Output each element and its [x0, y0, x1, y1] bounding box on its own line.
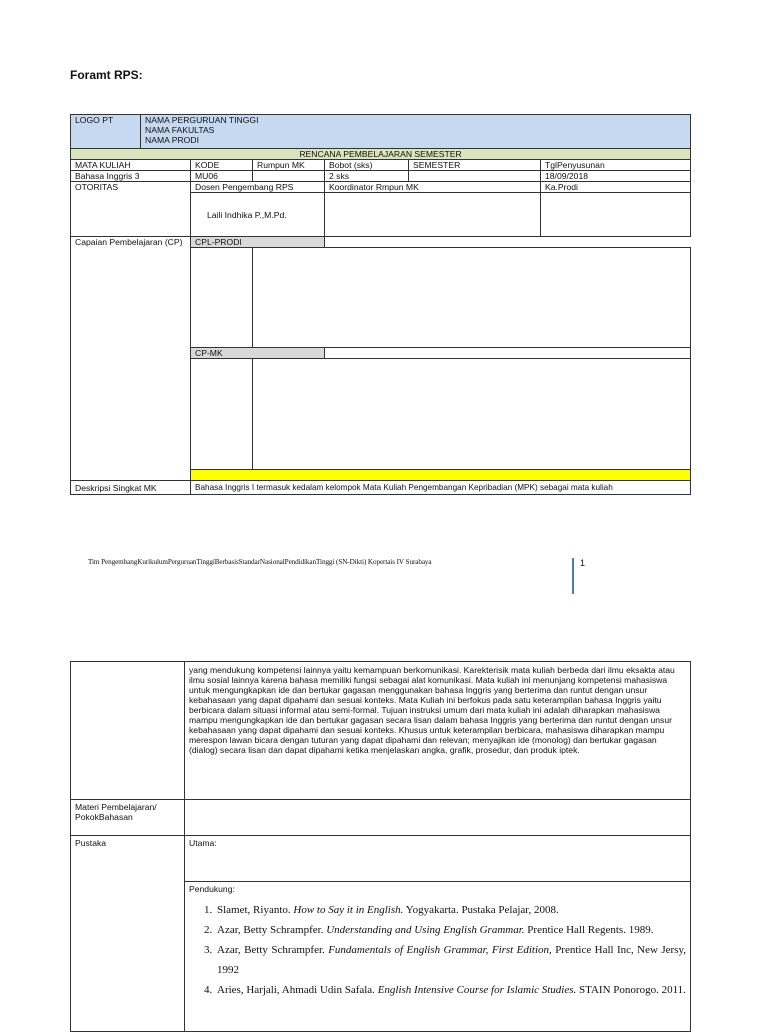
rps-table-continued — [70, 661, 691, 1032]
cpmk-code-cell — [191, 359, 253, 470]
head-label: Ka.Prodi — [541, 182, 691, 193]
cpl-code-cell — [191, 248, 253, 348]
label-tgl: TglPenyusunan — [541, 160, 691, 171]
reference-list — [189, 900, 686, 1000]
pustaka-label: Pustaka — [71, 836, 185, 1032]
plan-title: RENCANA PEMBELAJARAN SEMESTER — [71, 149, 691, 160]
institution-cell — [141, 115, 691, 149]
coord-name — [325, 193, 541, 237]
institution-name: NAMA PERGURUAN TINGGI — [145, 115, 259, 125]
reference-item: 2. Azar, Betty Schrampfer. Understanding and Using English Grammar. Prentice Hall Regents. 1989. — [215, 920, 686, 940]
authority-label: OTORITAS — [71, 182, 191, 237]
cp-label: Capaian Pembelajaran (CP) — [71, 237, 191, 481]
reference-item: 3. Azar, Betty Schrampfer. Fundamentals of English Grammar, First Edition, Prentice Hall Inc, New Jersy, 1992 — [215, 940, 686, 980]
label-rumpun: Rumpun MK — [253, 160, 325, 171]
cpl-prodi-label: CPL-PRODI — [191, 237, 325, 248]
page-number: 1 — [580, 558, 586, 568]
footer-divider — [572, 558, 574, 594]
footer-text: Tim PengembangKurikulumPerguruanTinggiBerbasisStandarNasionalPendidikanTinggi (SN-Dikti) Kopertais IV Surabaya — [88, 558, 432, 566]
cp-mk-label: CP-MK — [191, 348, 325, 359]
reference-item: 1. Slamet, Riyanto. How to Say it in English. Yogyakarta. Pustaka Pelajar, 2008. — [215, 900, 686, 920]
desc-continuation: yang mendukung kompetensi lainnya yaitu kemampuan berkomunikasi. Karekterisik mata kuliah berbeda dari ilmu eksakta atau ilmu sosial lainnya karena bahasa memiliki fungsi sebagai alat komunikasi. Mata kuliah ini menunjang kompetensi mahasiswa untuk mengungkapkan ide dan bertukar gagasan menggunakan bahasa Inggris yang berterima dan runtut dengan unsur kebahasaan yang dapat dipahami dan sesuai konteks. Mata Kuliah ini berfokus pada satu keterampilan bahasa Inggris yaitu berbicara dalam situasi informal atau semi-formal. Tujuan instruksi umum dari mata kuliah ini adalah diharapkan mahasiswa mampu mengungkapkan ide dan bertukar gagasan secara lisan dalam bahasa Inggris yang berterima dan runtut dengan unsur kebahasaan yang dapat dipahami dan sesuai konteks. Khusus untuk keterampilan berbicara, mahasiswa diharapkan mampu merespon lawan bicara dengan tuturan yang dapat dipahami dan relevan; menyajikan ide (monolog) dan bertukar gagasan (dialog) secara lisan dan dapat dipahami ketika menjelaskan angka, grafik, prosedur, dan produk iptek. — [185, 662, 691, 800]
pustaka-utama: Utama: — [185, 836, 691, 882]
course-bobot: 2 sks — [325, 171, 409, 182]
page-heading: Foramt RPS: — [70, 68, 143, 82]
label-kode: KODE — [191, 160, 253, 171]
rps-table — [70, 114, 691, 495]
reference-item: 4. Aries, Harjali, Ahmadi Udin Safala. English Intensive Course for Islamic Studies. STAIN Ponorogo. 2011. — [215, 980, 686, 1000]
logo-cell: LOGO PT — [71, 115, 141, 149]
desc-first-line: Bahasa Inggris I termasuk kedalam kelompok Mata Kuliah Pengembangan Kepribadian (MPK) sebagai mata kuliah — [191, 481, 691, 495]
desc-label-cont — [71, 662, 185, 800]
label-mata-kuliah: MATA KULIAH — [71, 160, 191, 171]
course-semester — [409, 171, 541, 182]
course-name: Bahasa Inggris 3 — [71, 171, 191, 182]
materi-label: Materi Pembelajaran/ PokokBahasan — [71, 800, 185, 836]
cpmk-content-cell — [253, 359, 691, 470]
cpl-content-cell — [253, 248, 691, 348]
faculty-name: NAMA FAKULTAS — [145, 125, 215, 135]
coord-label: Koordinator Rmpun MK — [325, 182, 541, 193]
course-code: MU06 — [191, 171, 253, 182]
dev-label: Dosen Pengembang RPS — [191, 182, 325, 193]
materi-content — [185, 800, 691, 836]
pustaka-pendukung-label: Pendukung: — [189, 884, 235, 894]
course-date: 18/09/2018 — [541, 171, 691, 182]
highlight-row — [191, 470, 691, 481]
course-rumpun — [253, 171, 325, 182]
dev-name: Laili Indhika P.,M.Pd. — [191, 193, 325, 237]
head-name — [541, 193, 691, 237]
pustaka-pendukung-cell — [185, 882, 691, 1032]
desc-label: Deskripsi Singkat MK — [71, 481, 191, 495]
label-semester: SEMESTER — [409, 160, 541, 171]
prodi-name: NAMA PRODI — [145, 135, 199, 145]
label-bobot: Bobot (sks) — [325, 160, 409, 171]
